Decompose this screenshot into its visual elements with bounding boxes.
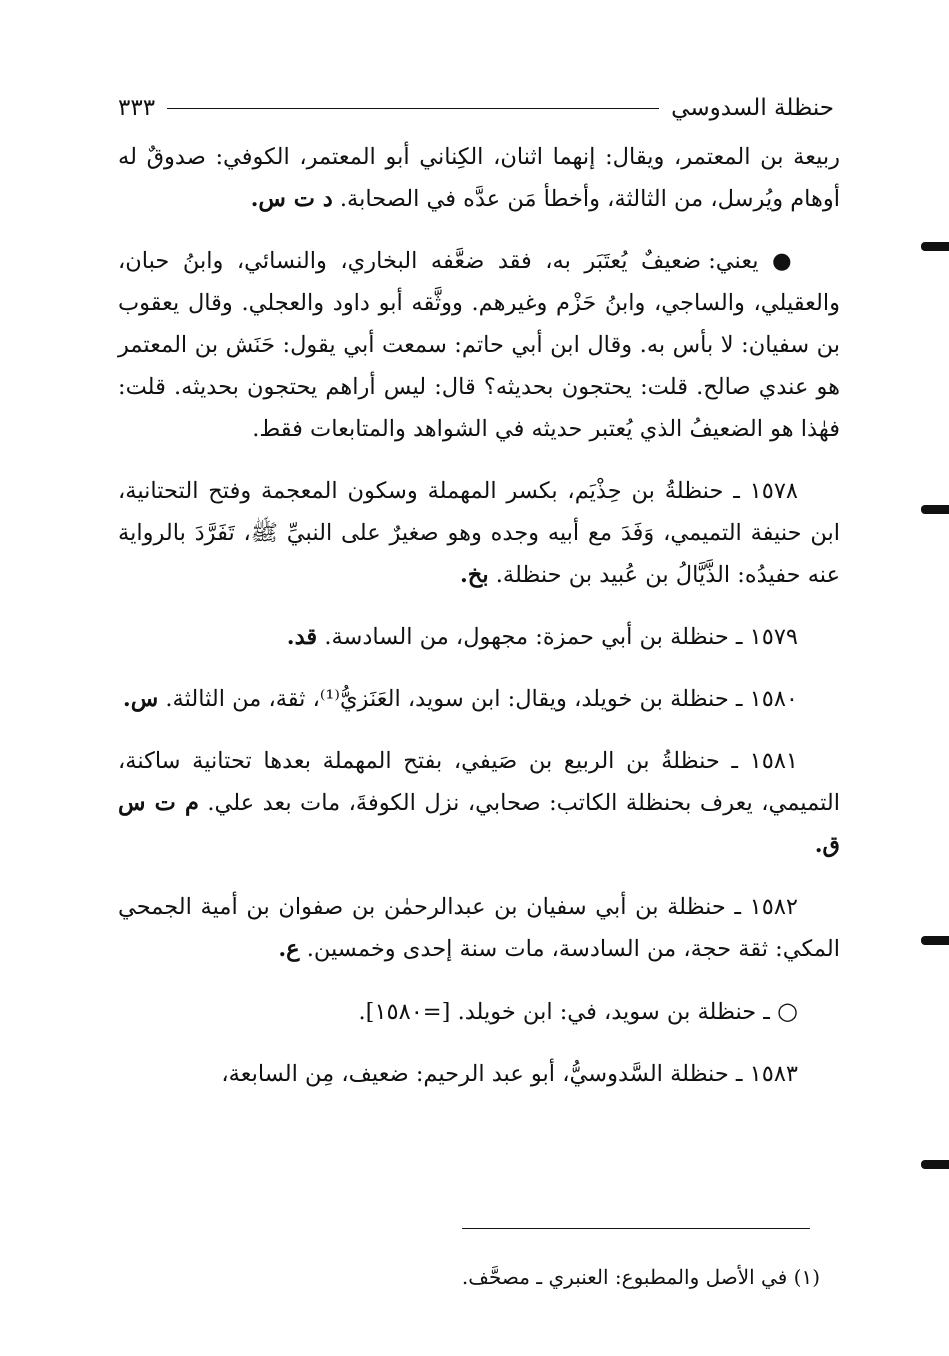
- entry-1580: [118, 678, 840, 720]
- cross-reference-text: ـ حنظلة بن سويد، في: ابن خويلد. [=١٥٨٠].: [358, 999, 770, 1025]
- margin-mark: [921, 242, 949, 251]
- entry-text: ١٥٨٢ ـ حنظلة بن أبي سفيان بن عبدالرحمٰن بن صفوان بن أمية الجمحي المكي: ثقة حجة، من السادسة، مات سنة إحدى وخمسين.: [118, 894, 840, 962]
- entry-1578: [118, 470, 840, 596]
- text-line: له أوهام ويُرسل، من الثالثة، وأخطأ مَن عدَّه في الصحابة.: [118, 144, 840, 212]
- paragraph-continuation: [118, 136, 840, 220]
- narrator-symbols: م ت س ق.: [118, 790, 840, 858]
- page-header: [118, 88, 834, 128]
- entry-text: ١٥٧٩ ـ حنظلة بن أبي حمزة: مجهول، من السادسة.: [324, 624, 798, 650]
- commentary-text: يعني: ضعيفٌ يُعتَبَر به، فقد ضعَّفه البخاري، والنسائي، وابنُ حبان، والعقيلي، والساجي، وابنُ حَزْم وغيرهم. ووثَّقه أبو داود والعجلي. وقال يعقوب بن سفيان: لا بأس به. وقال ابن أبي حاتم: سمعت أبي يقول: حَنَش بن المعتمر هو عندي صالح. قلت: يحتجون بحديثه؟ قال: ليس أراهم يحتجون بحديثه. قلت: فهٰذا هو الضعيفُ الذي يُعتبر حديثه في الشواهد والمتابعات فقط.: [118, 248, 840, 442]
- page-number: ٣٣٣: [118, 95, 156, 121]
- header-rule: [167, 108, 659, 109]
- margin-mark: [921, 505, 949, 514]
- cross-reference: [118, 990, 840, 1033]
- entry-1583: [118, 1053, 840, 1095]
- narrator-symbols: د ت س.: [250, 186, 333, 212]
- entry-1581: [118, 740, 840, 866]
- entry-text: ١٥٧٨ ـ حنظلةُ بن حِذْيَم، بكسر المهملة وسكون المعجمة وفتح التحتانية، ابن حنيفة التميمي، وَفَدَ مع أبيه وجده وهو صغيرٌ على النبيِّ ﷺ، تَفَرَّدَ بالرواية عنه حفيدُه: الذَّيَّالُ بن عُبيد بن حنظلة.: [118, 478, 840, 588]
- margin-mark: [921, 1160, 949, 1169]
- narrator-symbols: بخ.: [459, 562, 489, 588]
- entry-1582: [118, 886, 840, 970]
- entry-text: ١٥٨١ ـ حنظلةُ بن الربيع بن صَيفي، بفتح المهملة بعدها تحتانية ساكنة، التميمي، يعرف بحنظلة الكاتب: صحابي، نزل الكوفةَ، مات بعد علي.: [118, 748, 840, 816]
- narrator-symbols: ع.: [278, 936, 300, 962]
- footnote: (١) في الأصل والمطبوع: العنبري ـ مصحَّف.: [461, 1265, 820, 1289]
- main-text: [118, 136, 840, 1115]
- commentary-paragraph: [118, 240, 840, 450]
- text-line: ربيعة بن المعتمر، ويقال: إنهما اثنان، الكِناني أبو المعتمر، الكوفي: صدوقٌ: [146, 144, 840, 170]
- footnote-rule: [462, 1228, 810, 1229]
- narrator-symbols: قد.: [286, 624, 318, 650]
- running-title: حنظلة السدوسي: [671, 95, 834, 121]
- narrator-symbols: س.: [122, 686, 159, 712]
- bullet-icon: ●: [772, 248, 798, 274]
- entry-text: ١٥٨٣ ـ حنظلة السَّدوسيُّ، أبو عبد الرحيم: ضعيف، مِن السابعة،: [221, 1061, 798, 1087]
- margin-mark: [921, 936, 949, 945]
- entry-1579: [118, 616, 840, 658]
- circle-icon: ○: [777, 997, 798, 1025]
- entry-text: ١٥٨٠ ـ حنظلة بن خويلد، ويقال: ابن سويد، العَنَزيُّ⁽¹⁾، ثقة، من الثالثة.: [165, 686, 798, 712]
